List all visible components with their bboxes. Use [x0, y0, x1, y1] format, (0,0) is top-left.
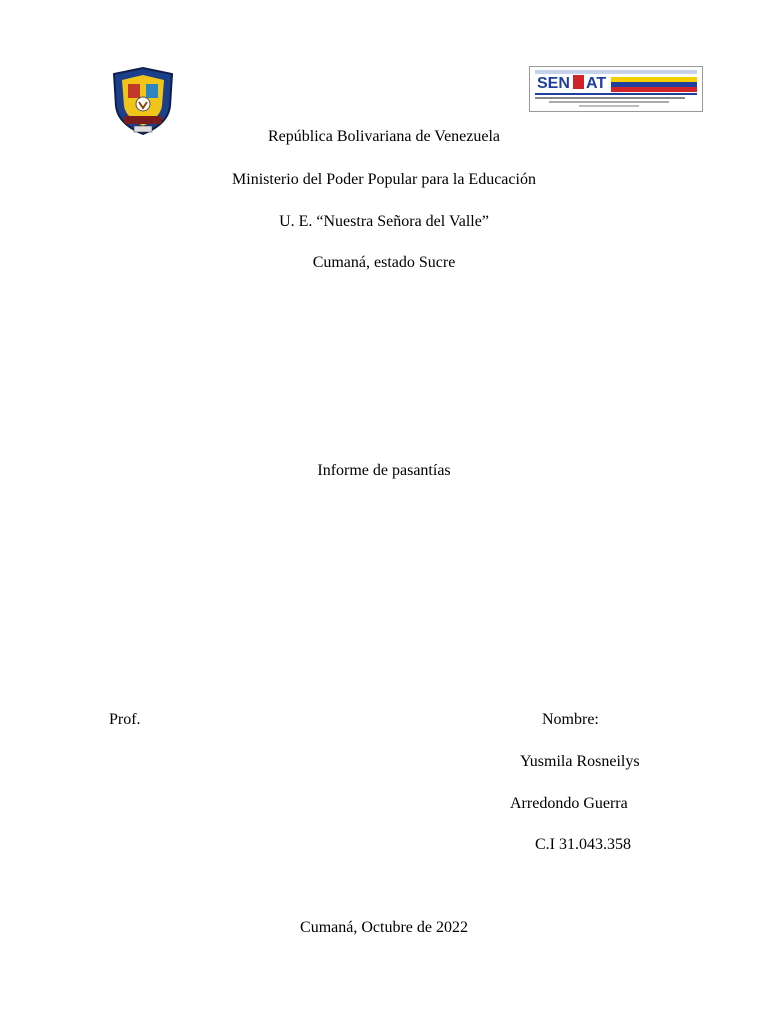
prof-label: Prof. [109, 711, 141, 728]
header-city: Cumaná, estado Sucre [312, 254, 456, 271]
document-title: Informe de pasantías [317, 462, 451, 479]
footer-place-date: Cumaná, Octubre de 2022 [300, 919, 468, 936]
student-name-line2: Arredondo Guerra [510, 795, 628, 812]
header-school: U. E. “Nuestra Señora del Valle” [279, 213, 489, 230]
student-name-line1: Yusmila Rosneilys [520, 753, 640, 770]
svg-text:SEN: SEN [537, 75, 570, 92]
student-ci: C.I 31.043.358 [535, 836, 631, 853]
svg-text:AT: AT [586, 75, 607, 92]
nombre-label: Nombre: [542, 711, 599, 728]
school-crest-icon [110, 66, 176, 136]
seniat-logo-icon [529, 66, 703, 112]
header-republica: República Bolivariana de Venezuela [267, 128, 501, 145]
header-ministerio: Ministerio del Poder Popular para la Educación [232, 171, 536, 188]
